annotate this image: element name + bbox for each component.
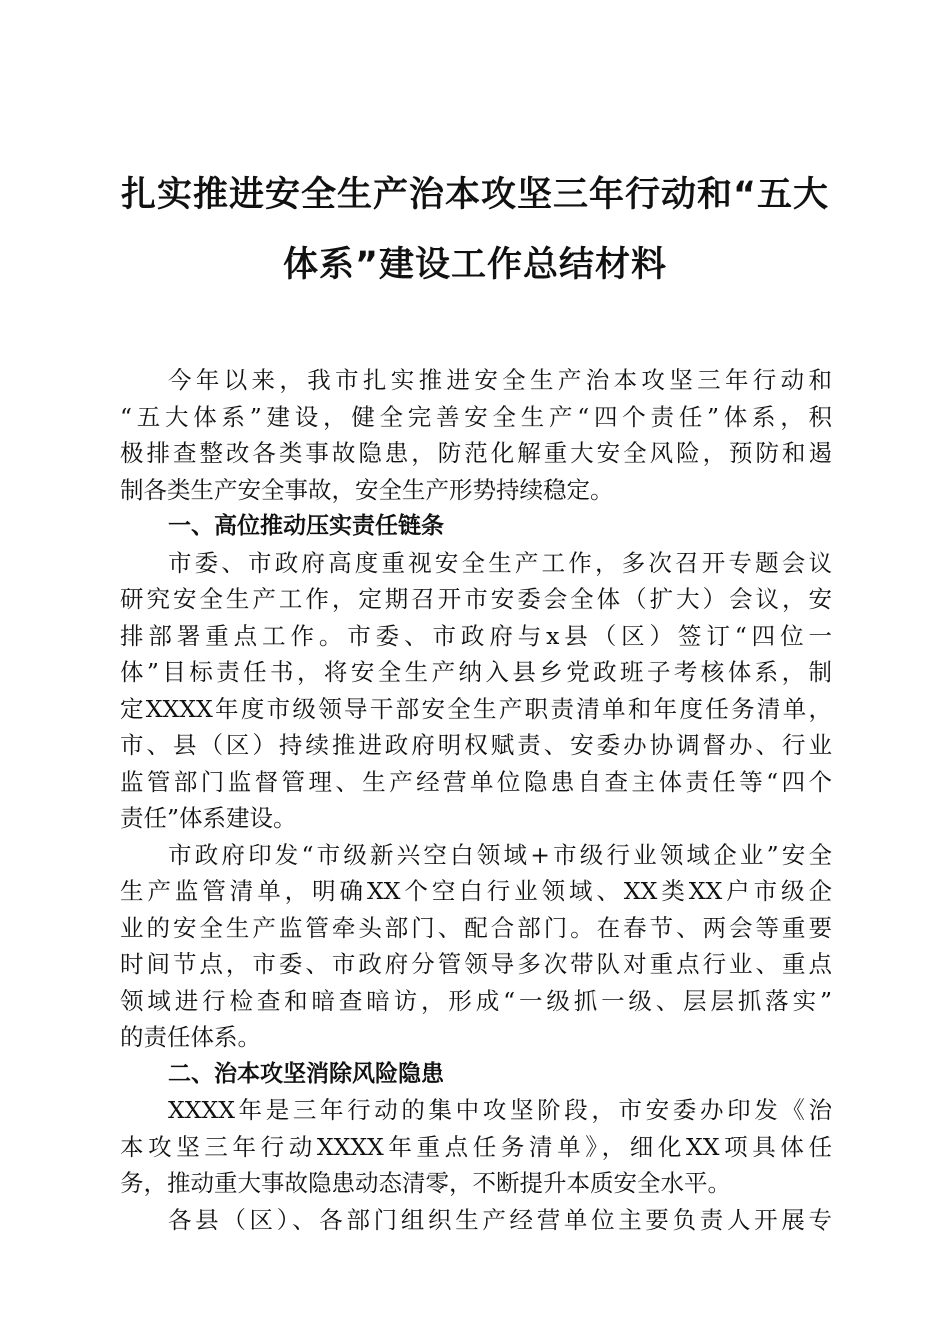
paragraph-line: 的责任体系。 bbox=[120, 1023, 261, 1051]
paragraph-line: 领域进行检查和暗查暗访，形成“一级抓一级、层层抓落实” bbox=[120, 986, 832, 1015]
paragraph-line: “五大体系”建设，健全完善安全生产“四个责任”体系，积 bbox=[120, 402, 832, 431]
paragraph-line: 务，推动重大事故隐患动态清零，不断提升本质安全水平。 bbox=[120, 1169, 731, 1197]
section2-paragraph-2 bbox=[120, 1202, 832, 1239]
document-title bbox=[110, 160, 840, 300]
section2-paragraph-1 bbox=[120, 1092, 832, 1202]
paragraph-line: 业的安全生产监管牵头部门、配合部门。在春节、两会等重要 bbox=[120, 913, 832, 942]
paragraph-line: 责任”体系建设。 bbox=[120, 804, 297, 832]
paragraph-line: 极排查整改各类事故隐患，防范化解重大安全风险，预防和遏 bbox=[120, 439, 832, 467]
paragraph-line: 研究安全生产工作，定期召开市安委会全体（扩大）会议，安 bbox=[120, 585, 832, 613]
section-heading-1: 一、高位推动压实责任链条 bbox=[168, 513, 444, 539]
paragraph-line: 体”目标责任书，将安全生产纳入县乡党政班子考核体系，制 bbox=[120, 658, 832, 686]
paragraph-line: XXXX年是三年行动的集中攻坚阶段，市安委办印发《治 bbox=[168, 1096, 832, 1124]
intro-paragraph bbox=[120, 362, 832, 508]
title-line-2: 体系”建设工作总结材料 bbox=[282, 245, 667, 285]
title-line-1: 扎实推进安全生产治本攻坚三年行动和“五大 bbox=[120, 175, 829, 215]
section1-paragraph-2 bbox=[120, 837, 832, 1056]
document-body bbox=[120, 362, 832, 1238]
paragraph-line: 本攻坚三年行动XXXX年重点任务清单》，细化XX项具体任 bbox=[120, 1132, 832, 1161]
section1-paragraph-1 bbox=[120, 545, 832, 837]
section-heading-2: 二、治本攻坚消除风险隐患 bbox=[168, 1060, 444, 1087]
paragraph-line: 生产监管清单，明确XX个空白行业领域、XX类XX户市级企 bbox=[120, 877, 832, 905]
paragraph-line: 市政府印发“市级新兴空白领域+市级行业领域企业”安全 bbox=[168, 840, 832, 869]
paragraph-line: 市、县（区）持续推进政府明权赋责、安委办协调督办、行业 bbox=[120, 731, 832, 759]
paragraph-line: 监管部门监督管理、生产经营单位隐患自查主体责任等“四个 bbox=[120, 767, 832, 796]
paragraph-line: 时间节点，市委、市政府分管领导多次带队对重点行业、重点 bbox=[120, 950, 832, 978]
paragraph-line: 市委、市政府高度重视安全生产工作，多次召开专题会议 bbox=[168, 548, 832, 577]
paragraph-line: 排部署重点工作。市委、市政府与x县（区）签订“四位一 bbox=[120, 621, 832, 650]
paragraph-line: 今年以来，我市扎实推进安全生产治本攻坚三年行动和 bbox=[168, 366, 832, 394]
paragraph-line: 制各类生产安全事故，安全生产形势持续稳定。 bbox=[120, 475, 614, 504]
paragraph-line: 各县（区）、各部门组织生产经营单位主要负责人开展专 bbox=[168, 1205, 832, 1234]
paragraph-line: 定XXXX年度市级领导干部安全生产职责清单和年度任务清单， bbox=[120, 694, 832, 723]
